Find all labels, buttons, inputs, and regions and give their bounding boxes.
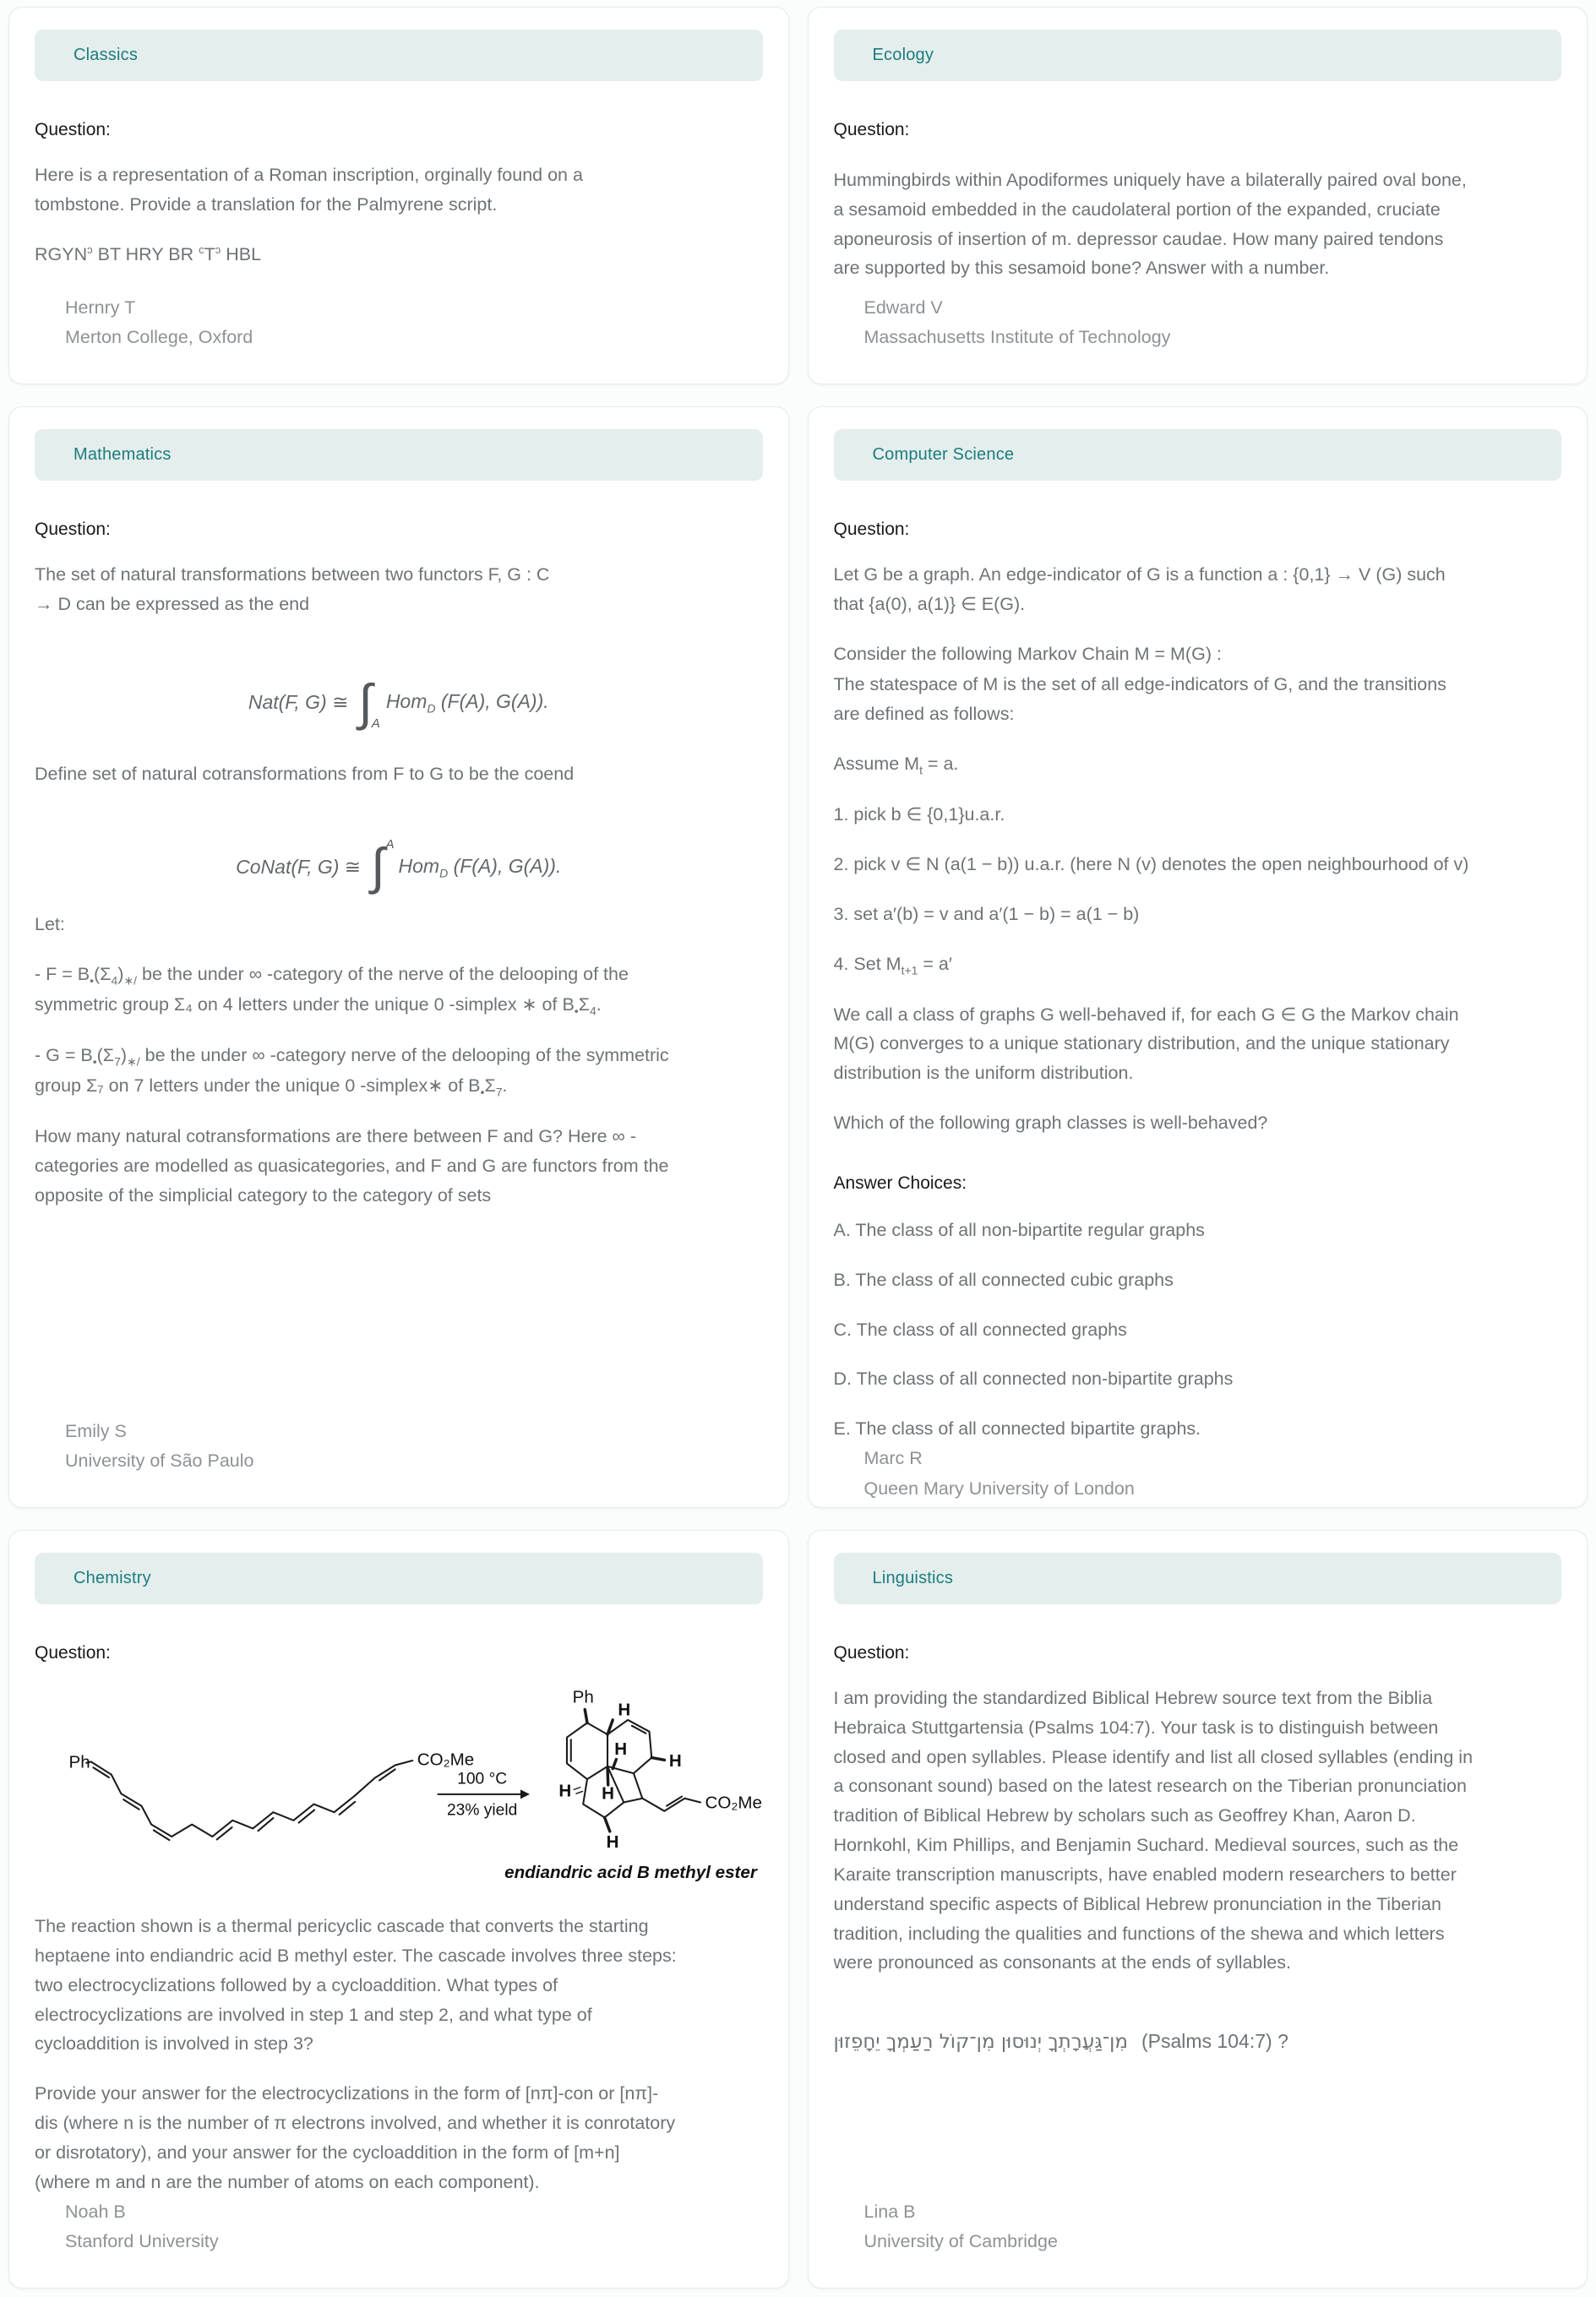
attribution	[35, 2197, 763, 2267]
h-stereo-label: H	[558, 1781, 572, 1801]
author-name: Emily S	[65, 1420, 127, 1441]
h-stereo-label: H	[618, 1700, 631, 1720]
conditions-yield: 23% yield	[446, 1801, 518, 1820]
question-text: Let G be a graph. An edge-indicator of G is a function a : {0,1} → V (G) such that {a(0), a(1)} ∈ E(G).	[833, 564, 1446, 614]
hebrew-text: מִן־גַּעֲרָתְךָ יְנוּסוּן מִן־קוֹל רַעַמְךָ יֵחָפֵזוּן	[833, 2031, 1129, 2054]
question-text: Provide your answer for the electrocyclizations in the form of [nπ]-con or [nπ]-dis (where n is the number of π electrons involved, and whether it is conrotatory or disrotatory), and your answer for the cycloaddition in the form of [m+n] (where m and n are the number of atoms on each component).	[35, 2083, 676, 2192]
question-text: The reaction shown is a thermal pericyclic cascade that converts the starting heptaene into endiandric acid B methyl ester. The cascade involves three steps: two electrocyclizations followed by a cycloaddition. What types of electrocyclizations are involved in step 1 and step 2, and what type of cycloaddition is involved in step 3?	[35, 1916, 677, 2055]
question-text: Here is a representation of a Roman inscription, orginally found on a tombstone. Provide a translation for the Palmyrene script.	[35, 165, 583, 215]
product-ph-label: Ph	[572, 1687, 594, 1707]
question-label: Question:	[35, 520, 111, 539]
question-text: Hummingbirds within Apodiformes uniquely have a bilaterally paired oval bone, a sesamoid embedded in the caudolateral portion of the expanded, cruciate aponeurosis of insertion of m. depressor caudae. How many paired tendons are supported by this sesamoid bone? Answer with a number.	[833, 170, 1467, 279]
definition-g: - $G = B_•(\Sigma_7)_{∗/}$ be the under ∞ -category nerve of the delooping of the symmetric group Σ₇ on 7 letters under the unique 0 -simplex∗ of $B_•\Sigma_7$.	[35, 1045, 669, 1099]
coend-formula: CoNat(F, G) ≅ ∫ A Hom$_D$ (F(A), G(A)).	[236, 837, 562, 895]
integral-sign: ∫ A	[358, 673, 380, 731]
category-header-chemistry: Chemistry	[35, 1553, 763, 1604]
card-computer-science	[808, 406, 1588, 1508]
question-label: Question:	[833, 120, 910, 139]
attribution	[35, 1417, 763, 1487]
step-3: 3. set a′(b) = v and a′(1 − b) = a(1 − b)	[833, 903, 1140, 924]
end-formula: Nat(F, G) ≅ ∫ A Hom$_D$ (F(A), G(A)).	[248, 673, 549, 731]
category-header-classics: Classics	[35, 30, 763, 81]
card-mathematics	[8, 406, 789, 1508]
assume-line: Assume $M_t = a$.	[833, 754, 959, 777]
card-ecology	[808, 7, 1588, 384]
author-affiliation: Stanford University	[65, 2231, 219, 2252]
question-text: We call a class of graphs G well-behaved if, for each G ∈ G the Markov chain M(G) converges to a unique stationary distribution, and the unique stationary distribution is the uniform distribution.	[833, 1004, 1459, 1084]
author-name: Lina B	[863, 2201, 916, 2222]
question-label: Question:	[833, 520, 910, 539]
inscription-line: $RGYN^ɔ$ BT HRY BR $^cT^ɔ$ HBL	[35, 242, 262, 264]
step-1: 1. pick b ∈ {0,1}u.a.r.	[833, 804, 1005, 825]
h-stereo-label: H	[614, 1739, 628, 1760]
hebrew-source-line	[834, 2030, 1562, 2053]
attribution	[834, 2197, 1562, 2267]
choice-a: A. The class of all non-bipartite regular graphs	[833, 1219, 1205, 1240]
question-label: Question:	[35, 1643, 111, 1663]
author-affiliation: Massachusetts Institute of Technology	[863, 327, 1171, 348]
author-name: Marc R	[863, 1448, 923, 1469]
author-affiliation: Merton College, Oxford	[65, 327, 253, 348]
question-card-grid	[8, 7, 1588, 2289]
question-text: How many natural cotransformations are there between F and G? Here ∞ -categories are modelled as quasicategories, and F and G are functors from the opposite of the simplicial category to the category of sets	[35, 1126, 669, 1206]
question-text: Define set of natural cotransformations from F to G to be the coend	[35, 763, 575, 784]
reactant-ester-label: CO₂Me	[417, 1750, 475, 1770]
question-text: Which of the following graph classes is well-behaved?	[833, 1113, 1268, 1134]
card-chemistry	[8, 1530, 789, 2289]
choice-c: C. The class of all connected graphs	[833, 1319, 1127, 1340]
category-header-mathematics: Mathematics	[35, 429, 763, 481]
category-header-linguistics: Linguistics	[834, 1553, 1562, 1604]
answer-choices-label: Answer Choices:	[833, 1173, 967, 1193]
product-ester-label: CO₂Me	[705, 1793, 762, 1813]
question-text: The statespace of M is the set of all edge-indicators of G, and the transitions are defined as follows:	[833, 674, 1446, 725]
category-header-computer-science: Computer Science	[834, 429, 1562, 481]
let-label: Let:	[35, 914, 65, 935]
card-classics	[8, 7, 789, 384]
reaction-scheme	[35, 1674, 763, 1888]
definition-f: - $F = B_•(\Sigma_4)_{∗/}$ be the under ∞ -category of the nerve of the delooping of the symmetric group Σ₄ on 4 letters under the unique 0 -simplex ∗ of $B_•\Sigma_4$.	[35, 964, 629, 1018]
question-text: I am providing the standardized Biblical Hebrew source text from the Biblia Hebraica Stuttgartensia (Psalms 104:7). Your task is to distinguish between closed and open syllables. Please identify and list all closed syllables (ending in a consonant sound) based on the latest research on the Tiberian pronunciation tradition of Biblical Hebrew by scholars such as Geoffrey Khan, Aaron D. Hornkohl, Kim Phillips, and Benjamin Suchard. Medieval sources, such as the Karaite transcription manuscripts, have enabled modern researchers to better understand specific aspects of Biblical Hebrew pronunciation in the Tiberian tradition, including the qualities and functions of the shewa and which letters were pronounced as consonants at the ends of syllables.	[833, 1688, 1473, 1973]
product-caption: endiandric acid B methyl ester	[504, 1862, 757, 1882]
author-affiliation: Queen Mary University of London	[863, 1478, 1135, 1499]
question-label: Question:	[833, 1643, 910, 1663]
h-stereo-label: H	[602, 1783, 615, 1804]
author-name: Hernry T	[65, 297, 136, 318]
question-text: The set of natural transformations between two functors F, G : C → D can be expressed as the end	[35, 564, 550, 614]
attribution	[35, 293, 763, 363]
category-header-ecology: Ecology	[834, 30, 1562, 81]
author-affiliation: University of Cambridge	[863, 2231, 1058, 2252]
choice-e: E. The class of all connected bipartite graphs.	[833, 1418, 1201, 1440]
h-stereo-label: H	[606, 1832, 619, 1853]
step-4: 4. Set $M_{t+1} = a'$	[833, 953, 952, 977]
psalm-citation: (Psalms 104:7) ?	[1141, 2030, 1288, 2053]
choice-b: B. The class of all connected cubic graphs	[833, 1269, 1174, 1290]
question-text: Consider the following Markov Chain M = M(G) :	[833, 643, 1222, 664]
attribution	[834, 293, 1562, 363]
choice-d: D. The class of all connected non-bipartite graphs	[833, 1369, 1234, 1390]
attribution	[834, 1444, 1562, 1508]
reactant-ph-label: Ph	[68, 1752, 90, 1772]
conditions-temperature: 100 °C	[457, 1770, 508, 1788]
author-name: Noah B	[65, 2201, 126, 2222]
step-2: 2. pick v ∈ N (a(1 − b)) u.a.r. (here N (v) denotes the open neighbourhood of v)	[833, 853, 1469, 874]
question-label: Question:	[35, 120, 111, 139]
integral-sign: ∫ A	[371, 837, 395, 895]
h-stereo-label: H	[668, 1750, 682, 1771]
card-linguistics	[808, 1530, 1588, 2289]
author-affiliation: University of São Paulo	[65, 1451, 254, 1472]
author-name: Edward V	[863, 297, 943, 318]
